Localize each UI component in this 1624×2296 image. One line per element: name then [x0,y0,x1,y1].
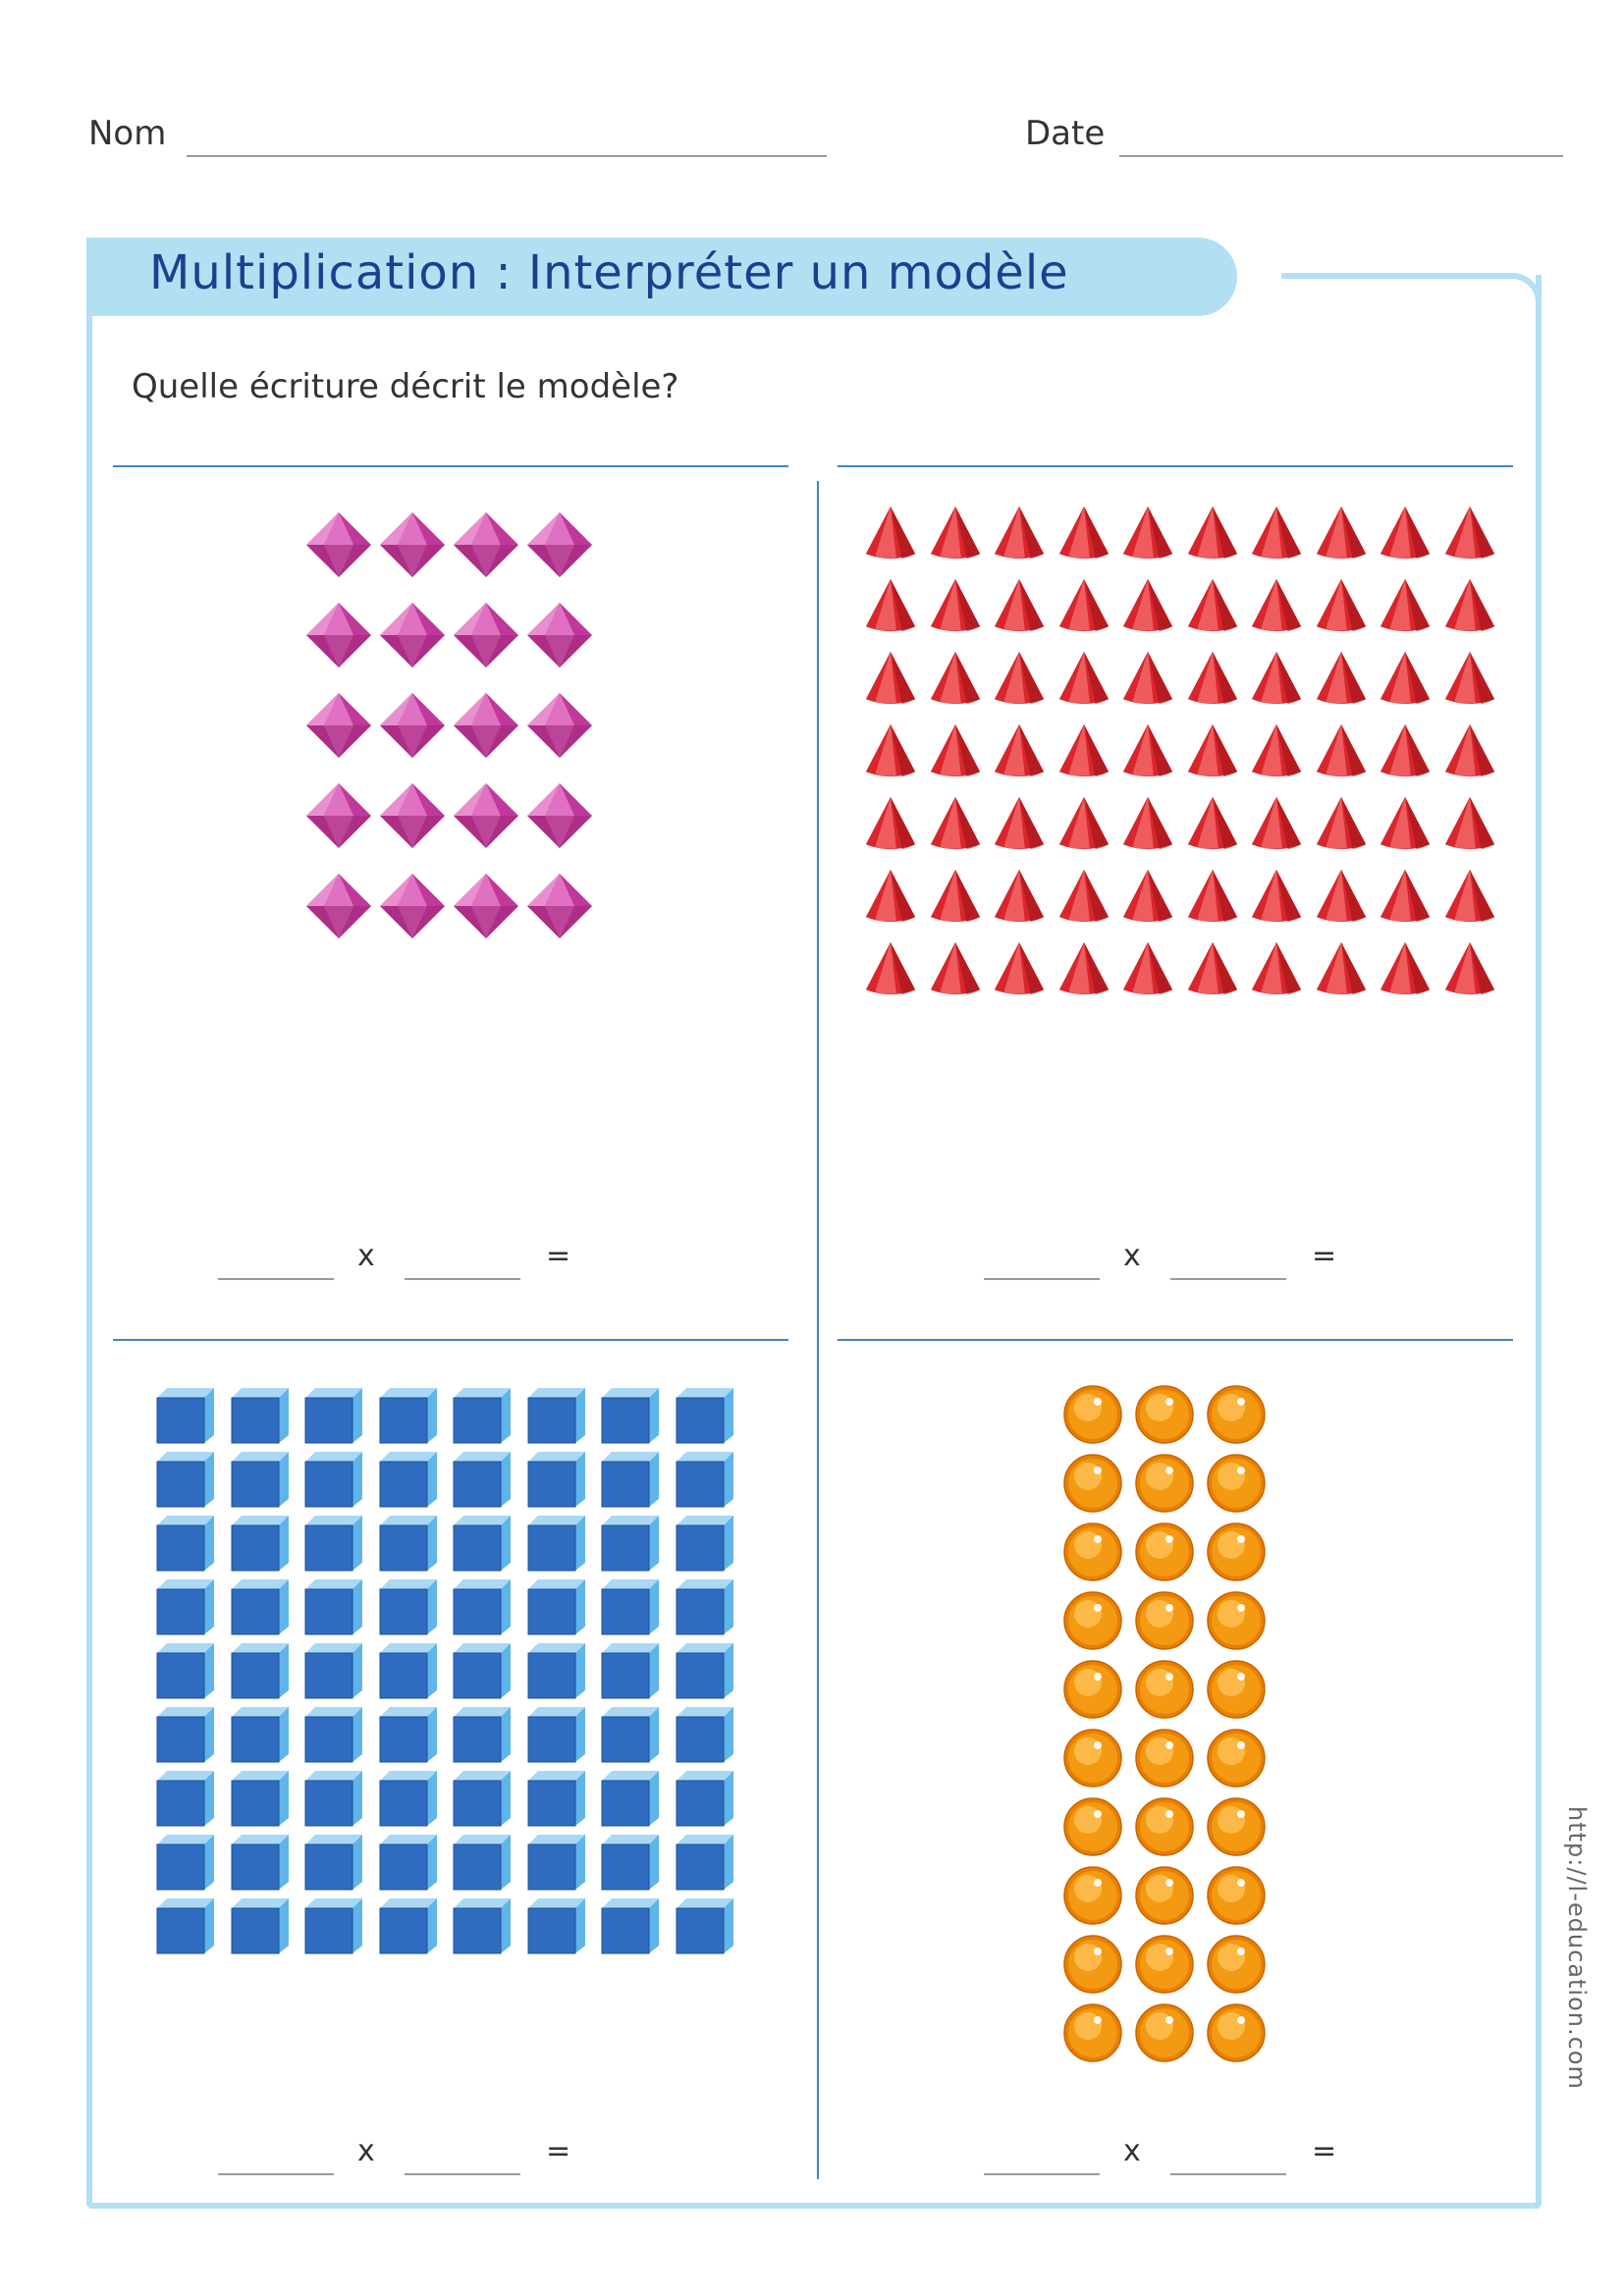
cone-icon [862,868,919,929]
cone-icon [991,940,1048,1001]
answer-blank-factor2[interactable] [405,1278,520,1280]
cone-icon [991,722,1048,783]
ball-icon [1206,1590,1267,1655]
date-label: Date [1025,114,1106,153]
cone-icon [1184,650,1241,711]
diamond-icon [304,510,373,583]
cone-icon [1441,577,1498,638]
answer-blank-factor2[interactable] [1170,1278,1286,1280]
cube-icon [155,1512,216,1576]
cone-icon [1441,940,1498,1001]
cube-icon [378,1703,439,1768]
name-label: Nom [88,114,167,153]
cube-icon [675,1703,735,1768]
cone-icon [991,795,1048,856]
diamond-icon [304,781,373,854]
diamond-icon [378,781,447,854]
date-field[interactable] [1119,155,1563,157]
divider-mid-right [838,1339,1513,1341]
diamond-icon [378,872,447,944]
cone-icon [862,650,919,711]
ball-icon [1206,1934,1267,1999]
cone-icon [1056,795,1112,856]
answer-blank-factor2[interactable] [405,2173,520,2175]
cube-icon [230,1512,291,1576]
cube-icon [600,1895,661,1959]
cube-icon [155,1703,216,1768]
cube-icon [155,1895,216,1959]
cube-icon [303,1703,364,1768]
cone-icon [1248,722,1305,783]
cone-icon [991,650,1048,711]
cone-icon [1441,722,1498,783]
ball-icon [1062,1865,1123,1930]
cone-icon [1441,795,1498,856]
equals-sign: = [1312,1239,1337,1273]
divider-vertical [817,481,819,2179]
cube-icon [378,1767,439,1832]
cone-icon [1248,940,1305,1001]
cone-icon [1119,505,1176,565]
cube-icon [230,1831,291,1896]
diamond-icon [452,781,520,854]
ball-icon [1062,1934,1123,1999]
cube-icon [675,1831,735,1896]
diamond-icon [378,601,447,673]
answer-blank-factor2[interactable] [1170,2173,1286,2175]
multiply-sign: x [357,1239,375,1273]
cone-icon [927,868,984,929]
cone-icon [1248,505,1305,565]
cone-icon [1313,868,1370,929]
ball-icon [1206,1865,1267,1930]
diamond-icon [378,691,447,764]
ball-icon [1062,1522,1123,1586]
cube-icon [378,1895,439,1959]
ball-icon [1062,1590,1123,1655]
ball-icon [1062,1384,1123,1449]
cone-icon [1184,577,1241,638]
cube-icon [230,1895,291,1959]
cone-icon [862,795,919,856]
ball-icon [1134,1522,1195,1586]
cube-icon [675,1384,735,1449]
ball-icon [1134,1659,1195,1724]
cone-icon [1248,868,1305,929]
cone-icon [1184,940,1241,1001]
cube-icon [526,1831,587,1896]
source-url: http://l-education.com [1563,1806,1591,2090]
cone-icon [1056,577,1112,638]
cone-icon [862,940,919,1001]
cube-icon [600,1703,661,1768]
ball-icon [1134,1865,1195,1930]
divider-top-right [838,465,1513,467]
diamond-icon [525,510,594,583]
multiply-sign: x [1123,1239,1141,1273]
cube-icon [155,1575,216,1640]
cube-icon [452,1767,513,1832]
diamond-icon [525,691,594,764]
cone-icon [927,505,984,565]
diamond-icon [378,510,447,583]
cube-icon [526,1703,587,1768]
diamond-icon [525,781,594,854]
cube-icon [600,1575,661,1640]
cube-icon [452,1512,513,1576]
cube-icon [303,1831,364,1896]
cone-icon [1441,650,1498,711]
cube-icon [675,1575,735,1640]
cube-icon [303,1575,364,1640]
cone-icon [862,722,919,783]
cone-icon [1056,868,1112,929]
cube-icon [526,1575,587,1640]
cone-icon [1248,795,1305,856]
cone-icon [1184,505,1241,565]
cone-icon [1313,722,1370,783]
divider-top-left [113,465,788,467]
diamond-icon [304,601,373,673]
cube-icon [600,1639,661,1704]
cube-icon [230,1448,291,1513]
cone-icon [1377,868,1434,929]
ball-icon [1206,1728,1267,1792]
cone-icon [1184,722,1241,783]
diamond-icon [452,872,520,944]
cube-icon [303,1895,364,1959]
diamond-icon [452,691,520,764]
cone-icon [1377,505,1434,565]
divider-mid-left [113,1339,788,1341]
name-field[interactable] [187,155,827,157]
ball-icon [1134,1590,1195,1655]
cube-icon [303,1639,364,1704]
cube-icon [378,1448,439,1513]
cube-icon [303,1384,364,1449]
cube-icon [526,1895,587,1959]
ball-icon [1134,1796,1195,1861]
cone-icon [1248,577,1305,638]
cube-icon [452,1639,513,1704]
cube-icon [675,1767,735,1832]
cone-icon [991,577,1048,638]
cone-icon [1377,795,1434,856]
cube-icon [526,1384,587,1449]
cube-icon [303,1767,364,1832]
cube-icon [452,1703,513,1768]
diamond-icon [304,872,373,944]
cone-icon [862,505,919,565]
ball-icon [1062,2002,1123,2067]
cube-icon [675,1639,735,1704]
ball-icon [1134,2002,1195,2067]
cone-icon [927,722,984,783]
cube-icon [303,1512,364,1576]
cube-icon [452,1384,513,1449]
diamond-icon [525,872,594,944]
page-title: Multiplication : Interpréter un modèle [149,245,1069,300]
cone-icon [927,940,984,1001]
cone-icon [1313,577,1370,638]
ball-icon [1062,1453,1123,1518]
cube-icon [675,1895,735,1959]
cube-icon [600,1831,661,1896]
cone-icon [1056,940,1112,1001]
cone-icon [927,795,984,856]
cone-icon [1377,940,1434,1001]
cube-icon [675,1512,735,1576]
ball-icon [1206,1659,1267,1724]
cube-icon [526,1448,587,1513]
cone-icon [1377,650,1434,711]
cube-icon [230,1384,291,1449]
ball-icon [1134,1384,1195,1449]
cone-icon [1313,505,1370,565]
cone-icon [1056,505,1112,565]
cone-icon [1377,722,1434,783]
multiply-sign: x [357,2134,375,2168]
cone-icon [1119,940,1176,1001]
cone-icon [1056,722,1112,783]
cone-icon [991,505,1048,565]
answer-blank-factor1[interactable] [984,1278,1100,1280]
diamond-icon [525,601,594,673]
cube-icon [526,1512,587,1576]
question-text: Quelle écriture décrit le modèle? [132,367,679,406]
cube-icon [526,1767,587,1832]
ball-icon [1062,1796,1123,1861]
cone-icon [1377,577,1434,638]
multiply-sign: x [1123,2134,1141,2168]
cube-icon [600,1767,661,1832]
ball-icon [1206,1453,1267,1518]
cone-icon [1119,650,1176,711]
cone-icon [1313,795,1370,856]
ball-icon [1134,1934,1195,1999]
cone-icon [1184,868,1241,929]
cube-icon [378,1384,439,1449]
ball-icon [1206,1522,1267,1586]
cone-icon [1056,650,1112,711]
ball-icon [1206,1384,1267,1449]
cube-icon [452,1575,513,1640]
answer-blank-factor1[interactable] [984,2173,1100,2175]
cone-icon [1119,795,1176,856]
diamond-icon [452,510,520,583]
cube-icon [526,1639,587,1704]
cube-icon [675,1448,735,1513]
cone-icon [927,577,984,638]
cone-icon [1119,868,1176,929]
cube-icon [155,1384,216,1449]
cone-icon [1184,795,1241,856]
cube-icon [155,1448,216,1513]
answer-blank-factor1[interactable] [218,1278,334,1280]
cube-icon [230,1703,291,1768]
cone-icon [1248,650,1305,711]
cone-icon [1119,577,1176,638]
cube-icon [155,1831,216,1896]
ball-icon [1134,1453,1195,1518]
ball-icon [1062,1659,1123,1724]
frame-corner [1281,273,1542,312]
ball-icon [1206,2002,1267,2067]
cube-icon [378,1639,439,1704]
ball-icon [1062,1728,1123,1792]
ball-icon [1134,1728,1195,1792]
cube-icon [378,1831,439,1896]
cube-icon [378,1512,439,1576]
cube-icon [452,1448,513,1513]
cone-icon [1313,940,1370,1001]
cone-icon [1119,722,1176,783]
cube-icon [303,1448,364,1513]
diamond-icon [304,691,373,764]
diamond-icon [452,601,520,673]
cube-icon [600,1512,661,1576]
cone-icon [991,868,1048,929]
cube-icon [155,1767,216,1832]
cone-icon [1441,505,1498,565]
cube-icon [155,1639,216,1704]
cone-icon [1441,868,1498,929]
cube-icon [230,1639,291,1704]
cone-icon [1313,650,1370,711]
ball-icon [1206,1796,1267,1861]
cube-icon [230,1575,291,1640]
cube-icon [452,1831,513,1896]
cube-icon [230,1767,291,1832]
cube-icon [452,1895,513,1959]
cube-icon [600,1448,661,1513]
equals-sign: = [546,1239,571,1273]
cube-icon [378,1575,439,1640]
cone-icon [862,577,919,638]
cone-icon [927,650,984,711]
answer-blank-factor1[interactable] [218,2173,334,2175]
cube-icon [600,1384,661,1449]
equals-sign: = [546,2134,571,2168]
equals-sign: = [1312,2134,1337,2168]
